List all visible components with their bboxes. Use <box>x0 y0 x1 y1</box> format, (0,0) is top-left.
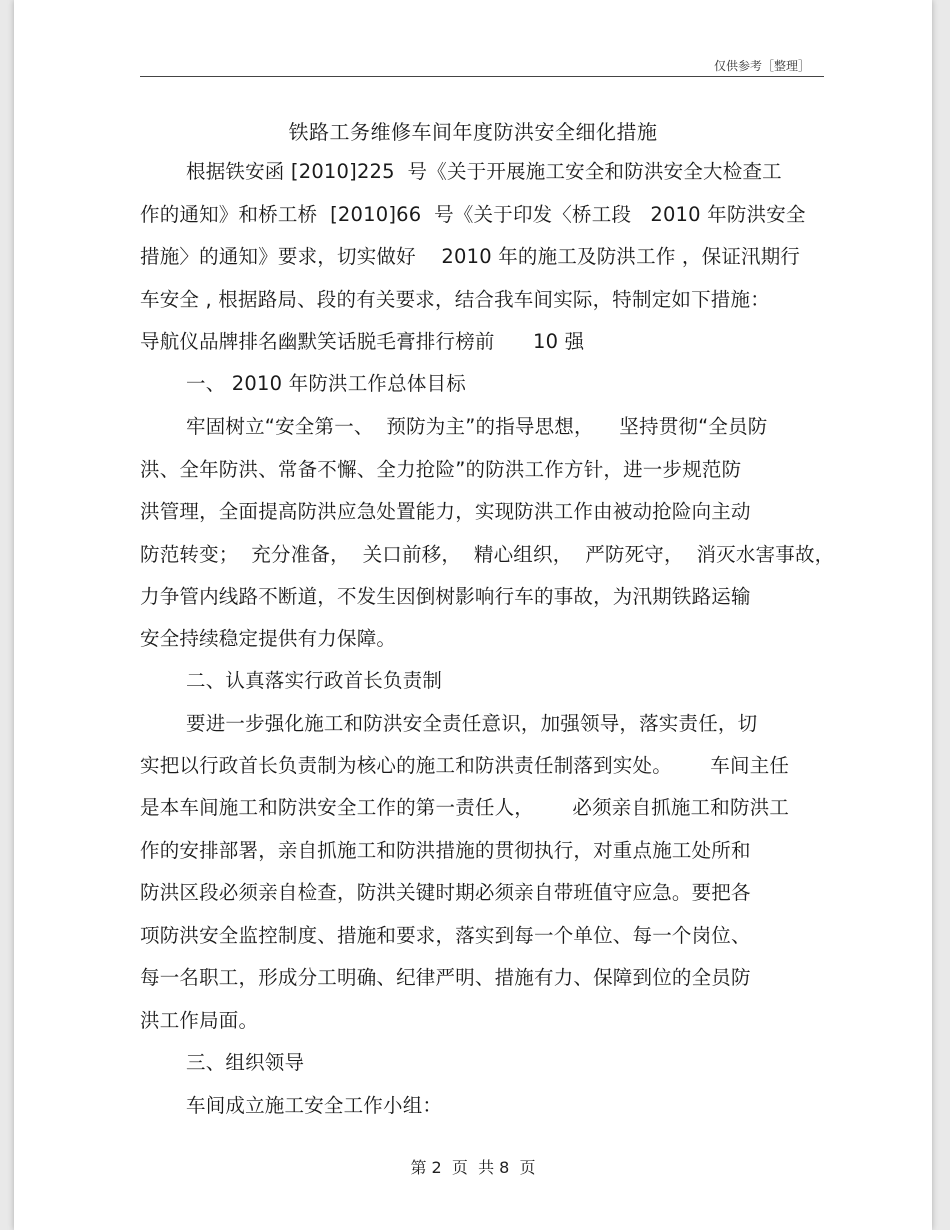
body-line: 措施〉的通知》要求，切实做好 2010 年的施工及防洪工作 ，保证汛期行 <box>140 245 801 268</box>
body-line: 根据铁安函 [2010]225 号《关于开展施工安全和防洪安全大检查工 <box>186 160 782 183</box>
body-line: 项防洪安全监控制度、措施和要求，落实到每一个单位、每一个岗位、 <box>140 924 751 947</box>
body-line: 洪、全年防洪、常备不懈、全力抢险”的防洪工作方针，进一步规范防 <box>140 458 742 481</box>
body-line: 防范转变； 充分准备， 关口前移， 精心组织， 严防死守， 消灭水害事故， <box>140 543 835 566</box>
section-heading: 一、 2010 年防洪工作总体目标 <box>186 372 466 395</box>
body-line: 是本车间施工和防洪安全工作的第一责任人， 必须亲自抓施工和防洪工 <box>140 796 790 819</box>
body-line: 作的通知》和桥工桥 [2010]66 号《关于印发〈桥工段 2010 年防洪安全 <box>140 203 806 226</box>
body-line: 洪工作局面。 <box>140 1009 259 1032</box>
body-line: 要进一步强化施工和防洪安全责任意识，加强领导，落实责任，切 <box>186 712 758 735</box>
body-line: 导航仪品牌排名幽默笑话脱毛膏排行榜前 10 强 <box>140 330 585 353</box>
body-line: 每一名职工，形成分工明确、纪律严明、措施有力、保障到位的全员防 <box>140 966 751 989</box>
header-divider <box>140 76 824 77</box>
page-number: 第 2 页 共 8 页 <box>410 1158 536 1177</box>
section-heading: 二、认真落实行政首长负责制 <box>186 669 443 692</box>
body-line: 力争管内线路不断道，不发生因倒树影响行车的事故，为汛期铁路运输 <box>140 585 751 608</box>
section-heading: 三、组织领导 <box>186 1051 305 1074</box>
body-line: 作的安排部署，亲自抓施工和防洪措施的贯彻执行，对重点施工处所和 <box>140 839 751 862</box>
document-title: 铁路工务维修车间年度防洪安全细化措施 <box>288 120 658 144</box>
body-line: 洪管理，全面提高防洪应急处置能力，实现防洪工作由被动抢险向主动 <box>140 500 751 523</box>
body-line: 实把以行政首长负责制为核心的施工和防洪责任制落到实处。 车间主任 <box>140 754 790 777</box>
body-line: 车安全 , 根据路局、段的有关要求，结合我车间实际，特制定如下措施： <box>140 288 770 311</box>
body-line: 牢固树立“安全第一、 预防为主”的指导思想， 坚持贯彻“全员防 <box>186 415 768 438</box>
body-line: 车间成立施工安全工作小组： <box>186 1094 443 1117</box>
body-line: 安全持续稳定提供有力保障。 <box>140 627 397 650</box>
body-line: 防洪区段必须亲自检查，防洪关键时期必须亲自带班值守应急。要把各 <box>140 881 751 904</box>
header-note: 仅供参考［整理］ <box>713 59 810 73</box>
document-page <box>14 0 932 1230</box>
